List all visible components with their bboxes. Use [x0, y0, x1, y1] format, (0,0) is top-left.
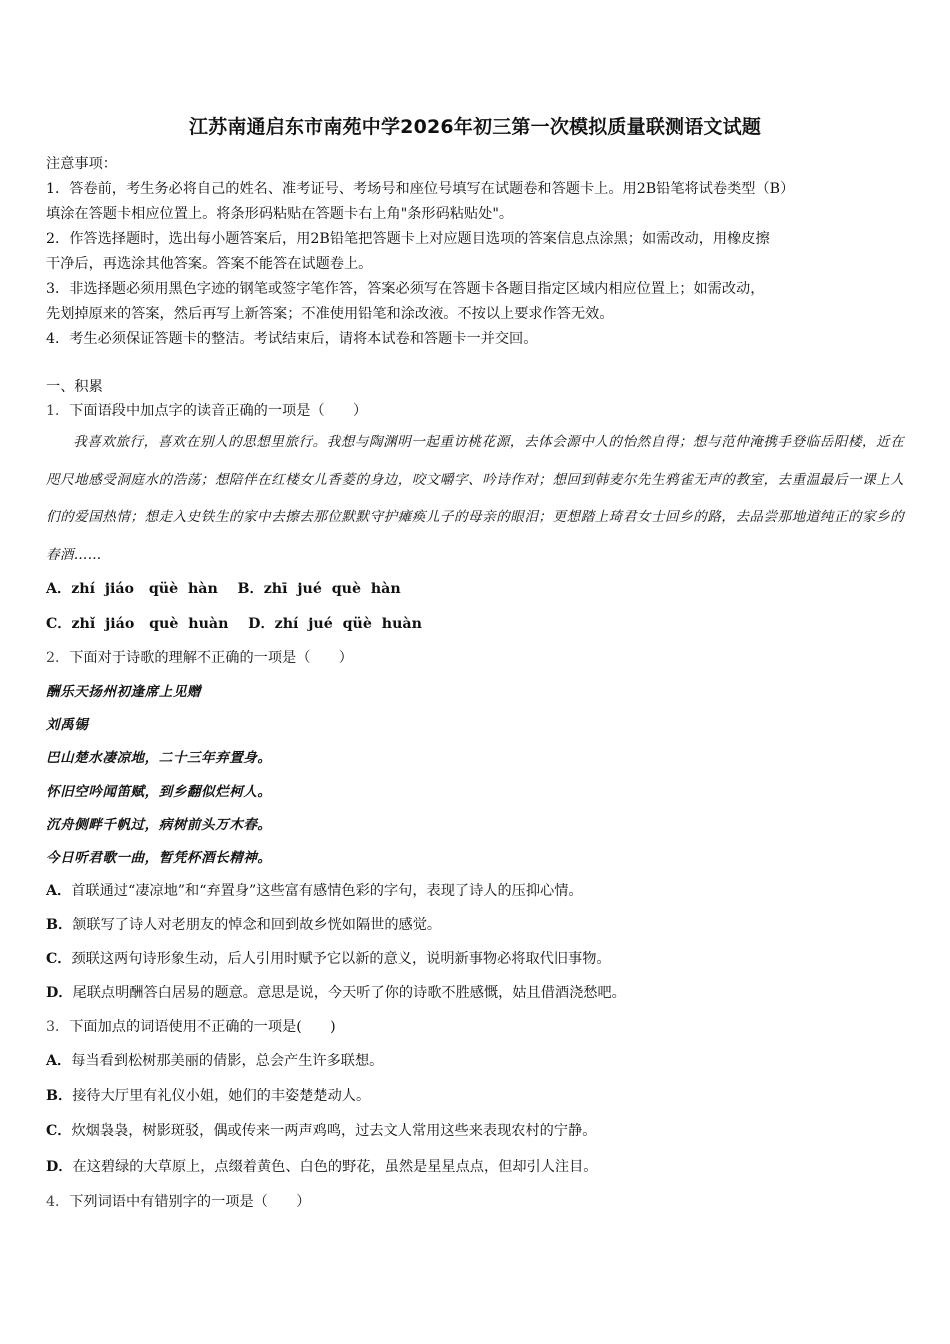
question-3-choice-d [46, 1156, 904, 1178]
question-1-stem [46, 400, 904, 422]
choice-text: 每当看到松树那美丽的倩影，总会产生许多联想。 [71, 1053, 384, 1069]
choice-text: 颔联写了诗人对老朋友的悼念和回到故乡恍如隔世的感觉。 [72, 917, 442, 933]
choice-label: C． [46, 951, 72, 967]
choice-text: 接待大厅里有礼仪小姐，她们的丰姿楚楚动人。 [72, 1088, 371, 1104]
choice-label: A． [46, 883, 72, 899]
question-number: 1． [46, 403, 70, 419]
question-3-choice-b [46, 1085, 904, 1107]
choice-label: D． [46, 985, 73, 1001]
notes-section [46, 152, 904, 352]
question-1-passage: 我喜欢旅行，喜欢在别人的思想里旅行。我想与陶渊明一起重访桃花源，去体会源中人的怡然自得；想与范仲淹携手登临岳阳楼，近在咫尺地感受洞庭水的浩荡；想陪伴在红楼女儿香菱的身边，咬文嚼字、吟诗作对；想回到韩麦尔先生鸦雀无声的教室，去重温最后一课上人们的爱国热情；想走入史铁生的家中去擦去那位默默守护瘫痪儿子的母亲的眼泪；更想踏上琦君女士回乡的路，去品尝那地道纯正的家乡的春酒…… [46, 434, 904, 563]
notes-line: 干净后，再选涂其他答案。答案不能答在试题卷上。 [46, 256, 373, 272]
page-title: 江苏南通启东市南苑中学2026年初三第一次模拟质量联测语文试题 [188, 116, 762, 138]
question-2-choice-b [46, 914, 904, 936]
notes-heading: 注意事项： [46, 156, 117, 172]
notes-line: 填涂在答题卡相应位置上。将条形码粘贴在答题卡右上角"条形码粘贴处"。 [46, 206, 514, 222]
question-1-options-cd: C．zhǐ jiáo què huàn D．zhí jué qüè huàn [46, 616, 422, 632]
notes-line: 先划掉原来的答案，然后再写上新答案；不准使用铅笔和涂改液。不按以上要求作答无效。 [46, 306, 614, 322]
poem-line: 沉舟侧畔千帆过，病树前头万木春。 [46, 817, 272, 833]
section-heading: 一、积累 [46, 379, 103, 395]
question-1-options-ab: A．zhí jiáo qüè hàn B．zhī jué què hàn [46, 581, 401, 597]
notes-line: 3．非选择题必须用黑色字迹的钢笔或签字笔作答，答案必须写在答题卡各题目指定区域内相应位置上；如需改动， [46, 281, 765, 297]
poem-title: 酬乐天扬州初逢席上见赠 [46, 684, 202, 700]
question-number: 2． [46, 650, 70, 666]
notes-line: 1．答卷前，考生务必将自己的姓名、准考证号、考场号和座位号填写在试题卷和答题卡上。用2B铅笔将试卷类型（B） [46, 181, 795, 197]
notes-line: 4．考生必须保证答题卡的整洁。考试结束后，请将本试卷和答题卡一并交回。 [46, 331, 538, 347]
question-text: 下列词语中有错别字的一项是（ ） [69, 1194, 311, 1210]
question-text: 下面加点的词语使用不正确的一项是( ) [69, 1019, 336, 1035]
question-3-choice-c [46, 1120, 904, 1142]
choice-label: A． [46, 1053, 72, 1069]
question-4-stem [46, 1191, 904, 1213]
question-3-stem [46, 1016, 904, 1038]
question-2-stem [46, 647, 904, 669]
choice-text: 首联通过“凄凉地”和“弃置身”这些富有感情色彩的字句，表现了诗人的压抑心情。 [71, 883, 583, 899]
question-2-choice-c [46, 948, 904, 970]
choice-text: 颈联这两句诗形象生动，后人引用时赋予它以新的意义，说明新事物必将取代旧事物。 [71, 951, 611, 967]
choice-text: 尾联点明酬答白居易的题意。意思是说，今天听了你的诗歌不胜感慨，姑且借酒浇愁吧。 [72, 985, 626, 1001]
choice-label: C． [46, 1123, 72, 1139]
question-number: 4． [46, 1194, 70, 1210]
choice-label: D． [46, 1159, 73, 1175]
poem-line: 今日听君歌一曲，暂凭杯酒长精神。 [46, 850, 272, 866]
question-text: 下面对于诗歌的理解不正确的一项是（ ） [69, 650, 353, 666]
question-2-choice-a [46, 880, 904, 902]
choice-label: B． [46, 1088, 73, 1104]
question-text: 下面语段中加点字的读音正确的一项是（ ） [69, 403, 368, 419]
choice-label: B． [46, 917, 73, 933]
question-2-choice-d [46, 982, 904, 1004]
choice-text: 在这碧绿的大草原上，点缀着黄色、白色的野花，虽然是星星点点，但却引人注目。 [72, 1159, 598, 1175]
poem-line: 怀旧空吟闻笛赋，到乡翻似烂柯人。 [46, 784, 272, 800]
question-number: 3． [46, 1019, 70, 1035]
notes-line: 2．作答选择题时，选出每小题答案后，用2B铅笔把答题卡上对应题目选项的答案信息点涂黑；如需改动，用橡皮擦 [46, 231, 770, 247]
poem-author: 刘禹锡 [46, 717, 89, 733]
choice-text: 炊烟袅袅，树影斑驳，偶或传来一两声鸡鸣，过去文人常用这些来表现农村的宁静。 [71, 1123, 597, 1139]
question-3-choice-a [46, 1050, 904, 1072]
poem-line: 巴山楚水凄凉地，二十三年弃置身。 [46, 750, 272, 766]
